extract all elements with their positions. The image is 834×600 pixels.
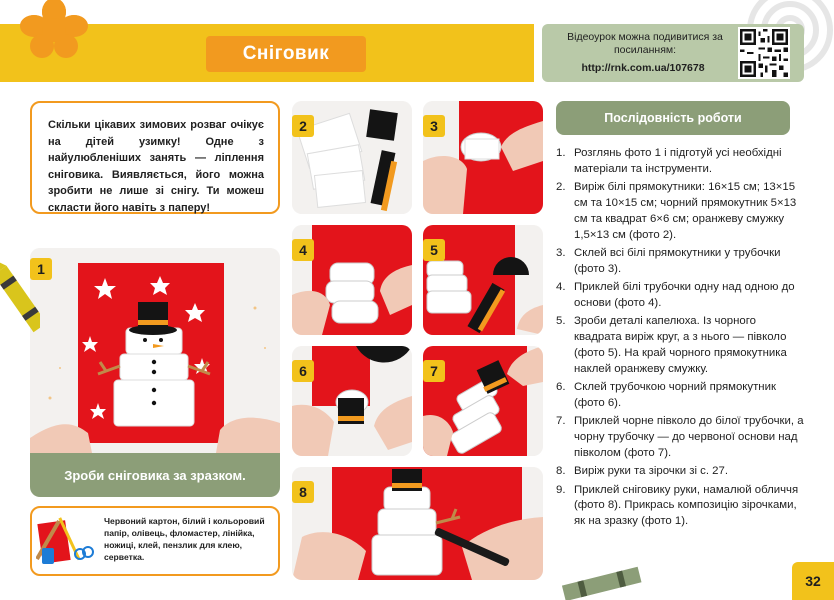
crayon-decoration-icon	[0, 254, 40, 344]
photo-number-3: 3	[423, 115, 445, 137]
qr-code-icon[interactable]	[738, 27, 790, 79]
intro-text: Скільки цікавих зимових розваг очікує на дітей узимку! Одне з найулюбленіших занять — ліплення сніговика. Виявляється, його можна зробити не лише зі снігу. Ти можеш скласти його навіть з паперу!	[30, 101, 280, 214]
photo-1-caption: Зроби сніговика за зразком.	[30, 453, 280, 497]
photo-number-2: 2	[292, 115, 314, 137]
photo-number-8: 8	[292, 481, 314, 503]
materials-list: Червоний картон, білий і кольоровий папір, олівець, фломастер, лінійка, ножиці, клей, пензлик для клею, серветка.	[104, 516, 265, 562]
photo-number-6: 6	[292, 360, 314, 382]
list-item: 8. Виріж руки та зірочки зі с. 27.	[556, 465, 729, 478]
page-title: Сніговик	[242, 43, 330, 64]
list-item: 9. Приклей сніговику руки, намалюй обличчя (фото 8). Прикрась композицію зірочками, як на зразку (фото 1).	[556, 483, 799, 528]
photo-1-finished-snowman	[30, 248, 280, 453]
materials-tools-icon	[36, 512, 96, 570]
photo-3-roll-tubes	[423, 101, 543, 214]
snowman-card-illustration	[30, 248, 280, 453]
video-link-url[interactable]: http://rnk.com.ua/107678	[581, 62, 705, 74]
page-title-box	[206, 36, 366, 72]
list-item: 4. Приклей білі трубочки одну над одною до основи (фото 4).	[556, 281, 795, 309]
list-item: 2. Виріж білі прямокутники: 16×15 см; 13×15 см та 10×15 см; чорний прямокутник 5×13 см та квадрат 6×6 см; оранжеву смужку 1,5×13 см (фото 2).	[556, 181, 797, 241]
photo-6-roll-hat	[292, 346, 412, 456]
photo-4-glue-tubes	[292, 225, 412, 335]
list-item: 6. Склей трубочкою чорний прямокутник (фото 6).	[556, 381, 776, 409]
steps-header: Послідовність роботи	[556, 101, 790, 135]
flower-decoration-icon	[14, 0, 94, 62]
list-item: 5. Зроби деталі капелюха. Із чорного квадрата виріж круг, а з нього — півколо (фото 5). На край чорного прямокутника наклей оранжеву смужку.	[556, 315, 787, 375]
list-item: 3. Склей всі білі прямокутники у трубочки (фото 3).	[556, 246, 781, 275]
photo-number-7: 7	[423, 360, 445, 382]
photo-7-attach-hat	[423, 346, 543, 456]
list-item: 7. Приклей чорне півколо до білої трубочки, а чорну трубочку — до червоної основи над півколом (фото 7).	[556, 415, 804, 459]
video-link-text: Відеоурок можна подивитися за посиланням:	[567, 31, 723, 56]
photo-number-5: 5	[423, 239, 445, 261]
photo-2-cut-rectangles	[292, 101, 412, 214]
crayon-decoration-icon	[556, 562, 646, 600]
photo-number-1: 1	[30, 258, 52, 280]
steps-list	[556, 146, 806, 533]
photo-8-draw-face	[292, 467, 543, 580]
list-item: 1. Розглянь фото 1 і підготуй усі необхідні матеріали та інструменти.	[556, 147, 782, 175]
photo-5-hat-parts	[423, 225, 543, 335]
page-number: 32	[792, 562, 834, 600]
photo-number-4: 4	[292, 239, 314, 261]
